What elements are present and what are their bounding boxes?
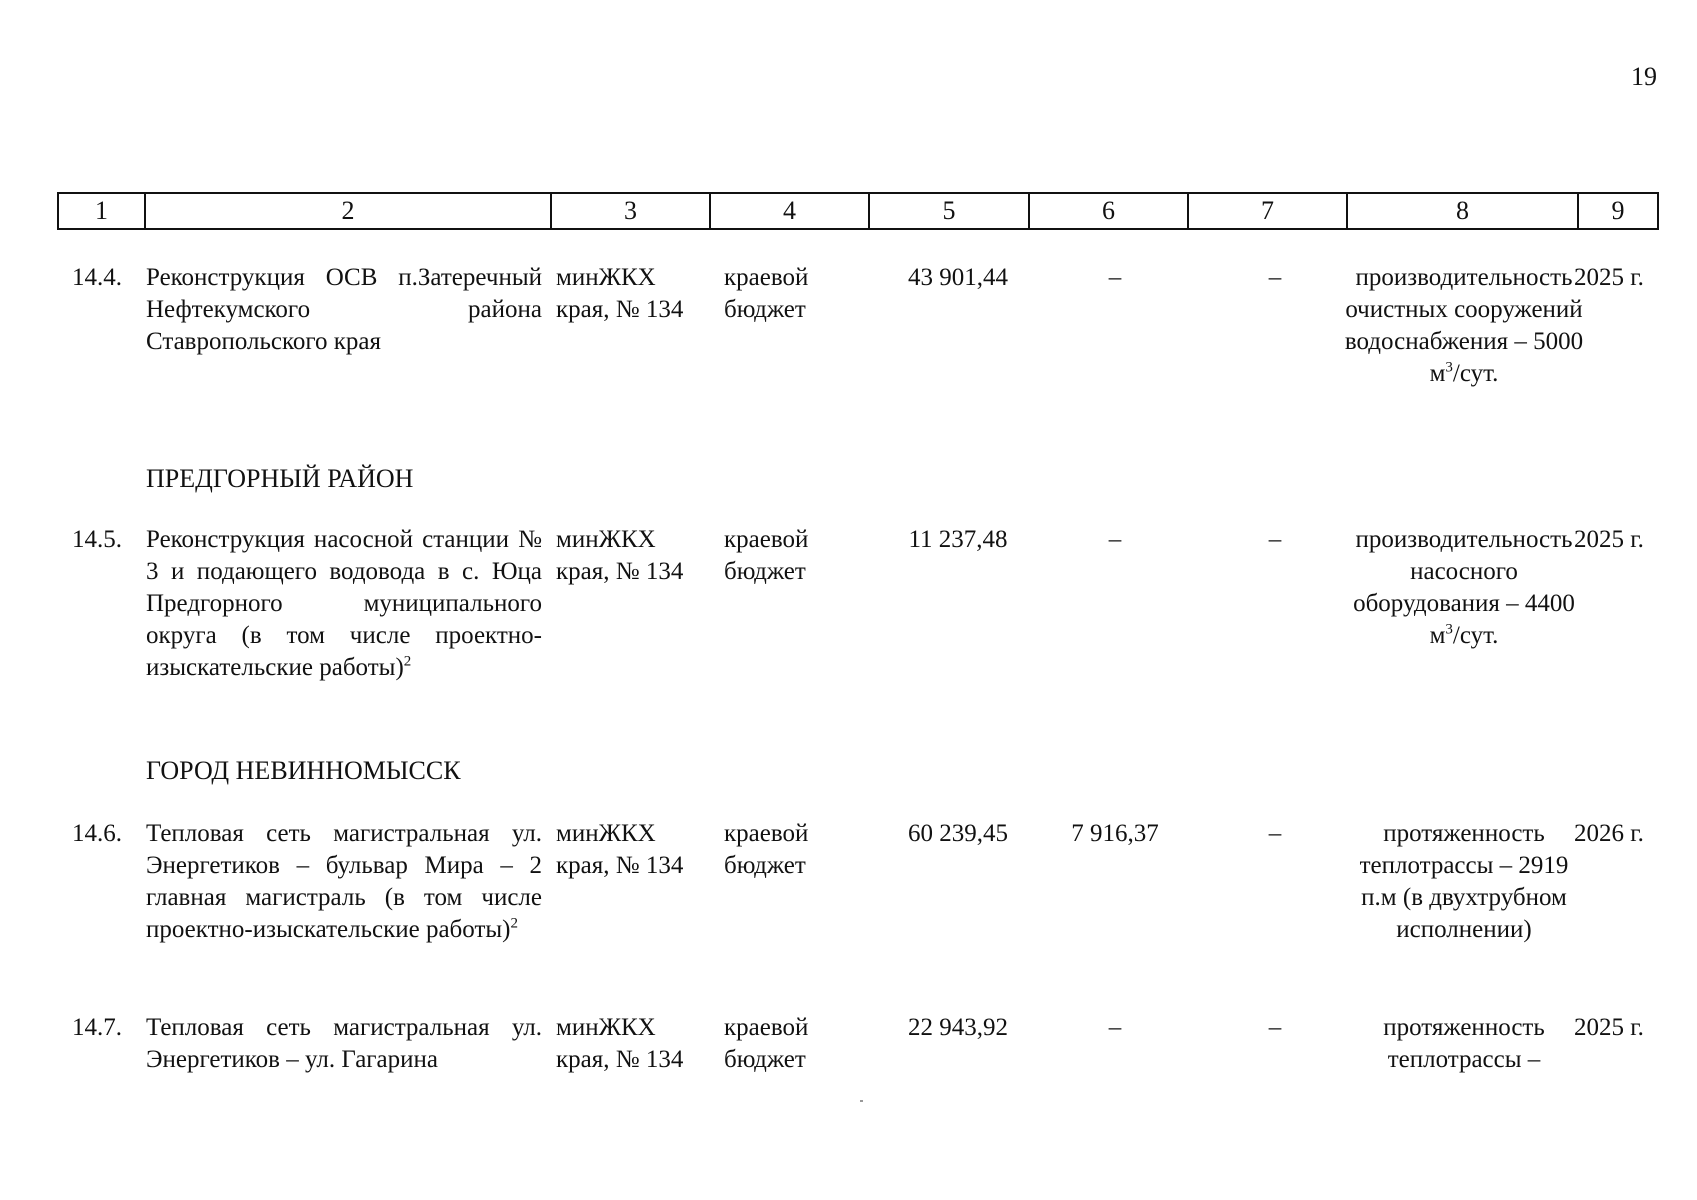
row-number: 14.5. [72,526,122,553]
completion-year: 2025 г. [1574,526,1644,553]
activity-name: Тепловая сеть магистральная ул. Энергетиков – ул. Гагарина [146,1014,542,1073]
column-number-9: 9 [1578,193,1658,229]
executor: минЖКХ края, № 134 [556,264,684,323]
activity-name: Реконструкция ОСВ п.Затеречный Нефтекумского района Ставропольского края [146,264,542,355]
completion-year: 2025 г. [1574,1014,1644,1041]
result-indicator: протяженность теплотрассы – [1383,1014,1545,1073]
amount-col7: – [1268,820,1282,847]
column-number-4: 4 [710,193,869,229]
column-number-6: 6 [1029,193,1188,229]
funding-source: краевой бюджет [724,820,809,879]
column-number-3: 3 [551,193,710,229]
result-indicator: протяженность теплотрассы – 2919 п.м (в двухтрубном исполнении) [1359,820,1569,943]
column-number-header [57,192,1659,230]
amount-col5: 43 901,44 [908,264,1008,291]
column-number-8: 8 [1347,193,1578,229]
section-heading-predgorny: ПРЕДГОРНЫЙ РАЙОН [146,464,414,493]
column-number-1: 1 [58,193,145,229]
executor: минЖКХ края, № 134 [556,526,684,585]
amount-col6: 7 916,37 [1071,820,1159,847]
section-heading-nevinnomyssk: ГОРОД НЕВИННОМЫССК [146,756,461,785]
completion-year: 2025 г. [1574,264,1644,291]
funding-source: краевой бюджет [724,1014,809,1073]
column-number-7: 7 [1188,193,1347,229]
row-number: 14.6. [72,820,122,847]
completion-year: 2026 г. [1574,820,1644,847]
row-number: 14.7. [72,1014,122,1041]
amount-col6: – [1108,526,1122,553]
result-indicator: производительность насосного оборудования – 4400 $м^3$/сут. [1353,526,1575,649]
amount-col6: – [1108,1014,1122,1041]
scan-artifact [860,1100,863,1102]
amount-col7: – [1268,1014,1282,1041]
executor: минЖКХ края, № 134 [556,820,684,879]
result-indicator: производительность очистных сооружений водоснабжения – 5000 $м^3$/сут. [1344,264,1584,387]
column-number-5: 5 [869,193,1029,229]
column-number-2: 2 [145,193,551,229]
amount-col7: – [1268,526,1282,553]
amount-col5: 11 237,48 [908,526,1008,553]
amount-col6: – [1108,264,1122,291]
row-number: 14.4. [72,264,122,291]
page-number: 19 [1631,62,1657,91]
amount-col5: 22 943,92 [908,1014,1008,1041]
executor: минЖКХ края, № 134 [556,1014,684,1073]
activity-name: Тепловая сеть магистральная ул. Энергетиков – бульвар Мира – 2 главная магистраль (в том числе проектно-изыскательские работы)$^2$ [146,820,542,943]
funding-source: краевой бюджет [724,526,809,585]
amount-col5: 60 239,45 [908,820,1008,847]
funding-source: краевой бюджет [724,264,809,323]
amount-col7: – [1268,264,1282,291]
activity-name: Реконструкция насосной станции № 3 и подающего водовода в с. Юца Предгорного муниципального округа (в том числе проектно-изыскательские работы)$^2$ [146,526,542,681]
